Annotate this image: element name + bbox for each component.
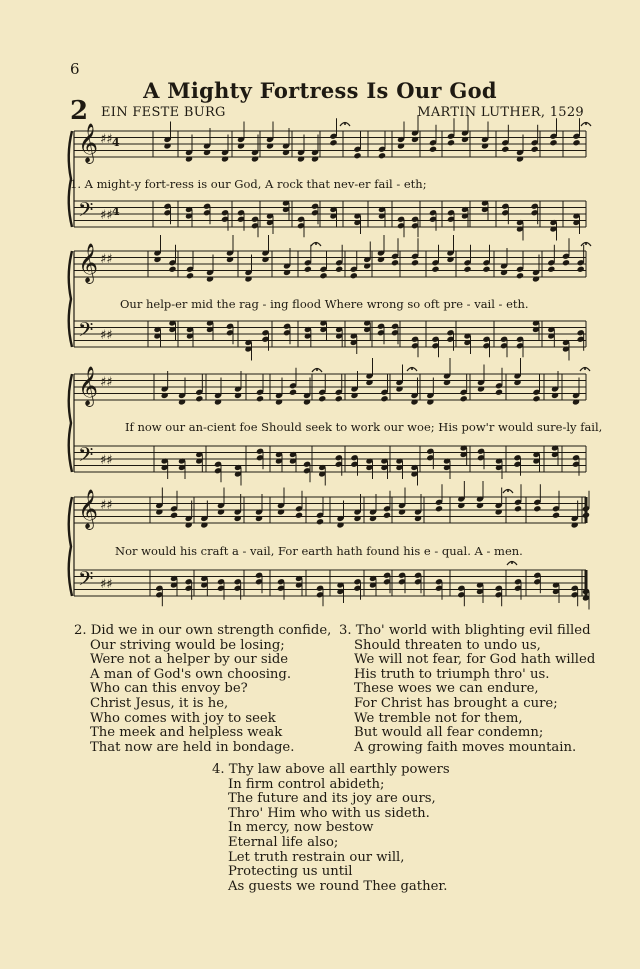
- fermata-icon: [585, 123, 587, 125]
- verse-4: [212, 763, 450, 894]
- note-head: [168, 266, 176, 273]
- note-head: [378, 152, 386, 159]
- note-head: [533, 505, 541, 512]
- key-signature: ♯♯: [100, 132, 113, 147]
- note-head: [195, 395, 203, 402]
- note-head: [319, 272, 327, 279]
- note-head: [501, 146, 509, 153]
- brace: [69, 374, 72, 472]
- verse-line: 2. Did we in our own strength confide,: [74, 623, 332, 638]
- note-head: [532, 395, 540, 402]
- verse-line: Should threaten to undo us,: [354, 637, 541, 653]
- fermata-icon: [315, 243, 317, 245]
- composer-credit: MARTIN LUTHER, 1529: [417, 105, 584, 120]
- note-head: [516, 272, 524, 279]
- page-number: 6: [70, 60, 80, 78]
- note-head: [547, 266, 555, 273]
- verse-line: Who can this envoy be?: [90, 681, 248, 697]
- bass-clef-icon: 𝄢: [78, 318, 94, 346]
- verse-line: In firm control abideth;: [228, 776, 385, 792]
- note-head: [256, 395, 264, 402]
- key-signature: ♯♯: [100, 208, 113, 223]
- verse-line: In mercy, now bestow: [228, 820, 374, 836]
- verse-line: That now are held in bondage.: [90, 739, 295, 755]
- key-signature: ♯♯: [100, 498, 113, 513]
- tune-name: EIN FESTE BURG: [101, 105, 226, 120]
- note-head: [411, 259, 419, 266]
- bass-clef-icon: 𝄢: [78, 198, 94, 226]
- verse-line: Let truth restrain our will,: [228, 849, 405, 865]
- verse-line: We tremble not for them,: [354, 710, 523, 726]
- note-head: [429, 146, 437, 153]
- note-head: [329, 139, 337, 146]
- bass-clef-icon: 𝄢: [78, 443, 94, 471]
- verse-line: Were not a helper by our side: [90, 652, 289, 668]
- verse-line: Protecting us until: [228, 864, 353, 880]
- fermata-icon: [584, 368, 586, 370]
- verse-line: We will not fear, for God hath willed: [354, 652, 596, 668]
- verse-line: But would all fear condemn;: [354, 725, 544, 741]
- note-head: [431, 266, 439, 273]
- note-head: [353, 152, 361, 159]
- note-head: [582, 512, 590, 519]
- verse-line: A growing faith moves mountain.: [354, 739, 577, 755]
- verse-line: 4. Thy law above all earthly powers: [212, 762, 450, 777]
- fermata-icon: [411, 368, 413, 370]
- verse-line: For Christ has brought a cure;: [354, 695, 558, 711]
- verse-line: These woes we can endure,: [354, 681, 539, 697]
- lyric-line-4: Nor would his craft a - vail, For earth hath found his e - qual. A - men.: [115, 544, 523, 558]
- verse-line: Thro' Him who with us sideth.: [228, 805, 430, 821]
- verse-line: The future and its joy are ours,: [228, 791, 436, 807]
- note-head: [514, 505, 522, 512]
- hymn-number: 2: [70, 96, 89, 126]
- note-head: [186, 272, 194, 279]
- key-signature: ♯♯: [100, 328, 113, 343]
- note-head: [435, 505, 443, 512]
- verse-line: 3. Tho' world with blighting evil filled: [339, 623, 591, 638]
- verse-line: As guests we round Thee gather.: [228, 878, 448, 894]
- note-head: [335, 395, 343, 402]
- lyric-line-3: If now our an-cient foe Should seek to work our woe; His pow'r would sure-ly fail,: [125, 420, 603, 434]
- note-head: [463, 266, 471, 273]
- note-head: [572, 139, 580, 146]
- note-head: [562, 259, 570, 266]
- brace: [69, 251, 72, 347]
- note-head: [460, 395, 468, 402]
- key-signature: ♯♯: [100, 453, 113, 468]
- fermata-icon: [511, 562, 513, 564]
- note-head: [295, 512, 303, 519]
- note-head: [380, 395, 388, 402]
- verse-2: [74, 624, 331, 755]
- note-head: [447, 139, 455, 146]
- fermata-icon: [507, 490, 509, 492]
- hymn-title: A Mighty Fortress Is Our God: [143, 78, 497, 103]
- note-head: [170, 512, 178, 519]
- fermata-icon: [585, 243, 587, 245]
- verse-line: Eternal life also;: [228, 834, 339, 850]
- time-signature: 4: [112, 136, 120, 149]
- note-head: [304, 266, 312, 273]
- treble-clef-icon: 𝄞: [78, 366, 99, 406]
- note-head: [350, 272, 358, 279]
- note-head: [552, 512, 560, 519]
- note-head: [316, 518, 324, 525]
- treble-clef-icon: 𝄞: [78, 243, 99, 283]
- lyric-line-1: 1. A might-y fort-ress is our God, A rock that nev-er fail - eth;: [70, 177, 427, 191]
- verse-line: Our striving would be losing;: [90, 637, 285, 653]
- note-head: [318, 395, 326, 402]
- fermata-icon: [316, 369, 318, 371]
- key-signature: ♯♯: [100, 577, 113, 592]
- note-head: [289, 389, 297, 396]
- verse-line: Christ Jesus, it is he,: [90, 695, 229, 711]
- time-signature: 4: [112, 205, 120, 218]
- verse-line: The meek and helpless weak: [90, 725, 283, 741]
- verse-line: Who comes with joy to seek: [90, 710, 276, 726]
- brace: [69, 497, 72, 596]
- note-head: [577, 266, 585, 273]
- fermata-icon: [344, 123, 346, 125]
- note-head: [335, 266, 343, 273]
- treble-clef-icon: 𝄞: [78, 123, 99, 163]
- key-signature: ♯♯: [100, 252, 113, 267]
- verse-line: His truth to triumph thro' us.: [354, 666, 550, 682]
- note-head: [391, 259, 399, 266]
- bass-clef-icon: 𝄢: [78, 567, 94, 595]
- note-head: [383, 512, 391, 519]
- note-head: [549, 139, 557, 146]
- note-head: [482, 266, 490, 273]
- treble-clef-icon: 𝄞: [78, 489, 99, 529]
- key-signature: ♯♯: [100, 375, 113, 390]
- verse-3: [339, 624, 595, 755]
- note-head: [495, 389, 503, 396]
- verse-line: A man of God's own choosing.: [90, 666, 292, 682]
- lyric-line-2: Our help-er mid the rag - ing flood Where wrong so oft pre - vail - eth.: [120, 297, 529, 311]
- note-head: [531, 146, 539, 153]
